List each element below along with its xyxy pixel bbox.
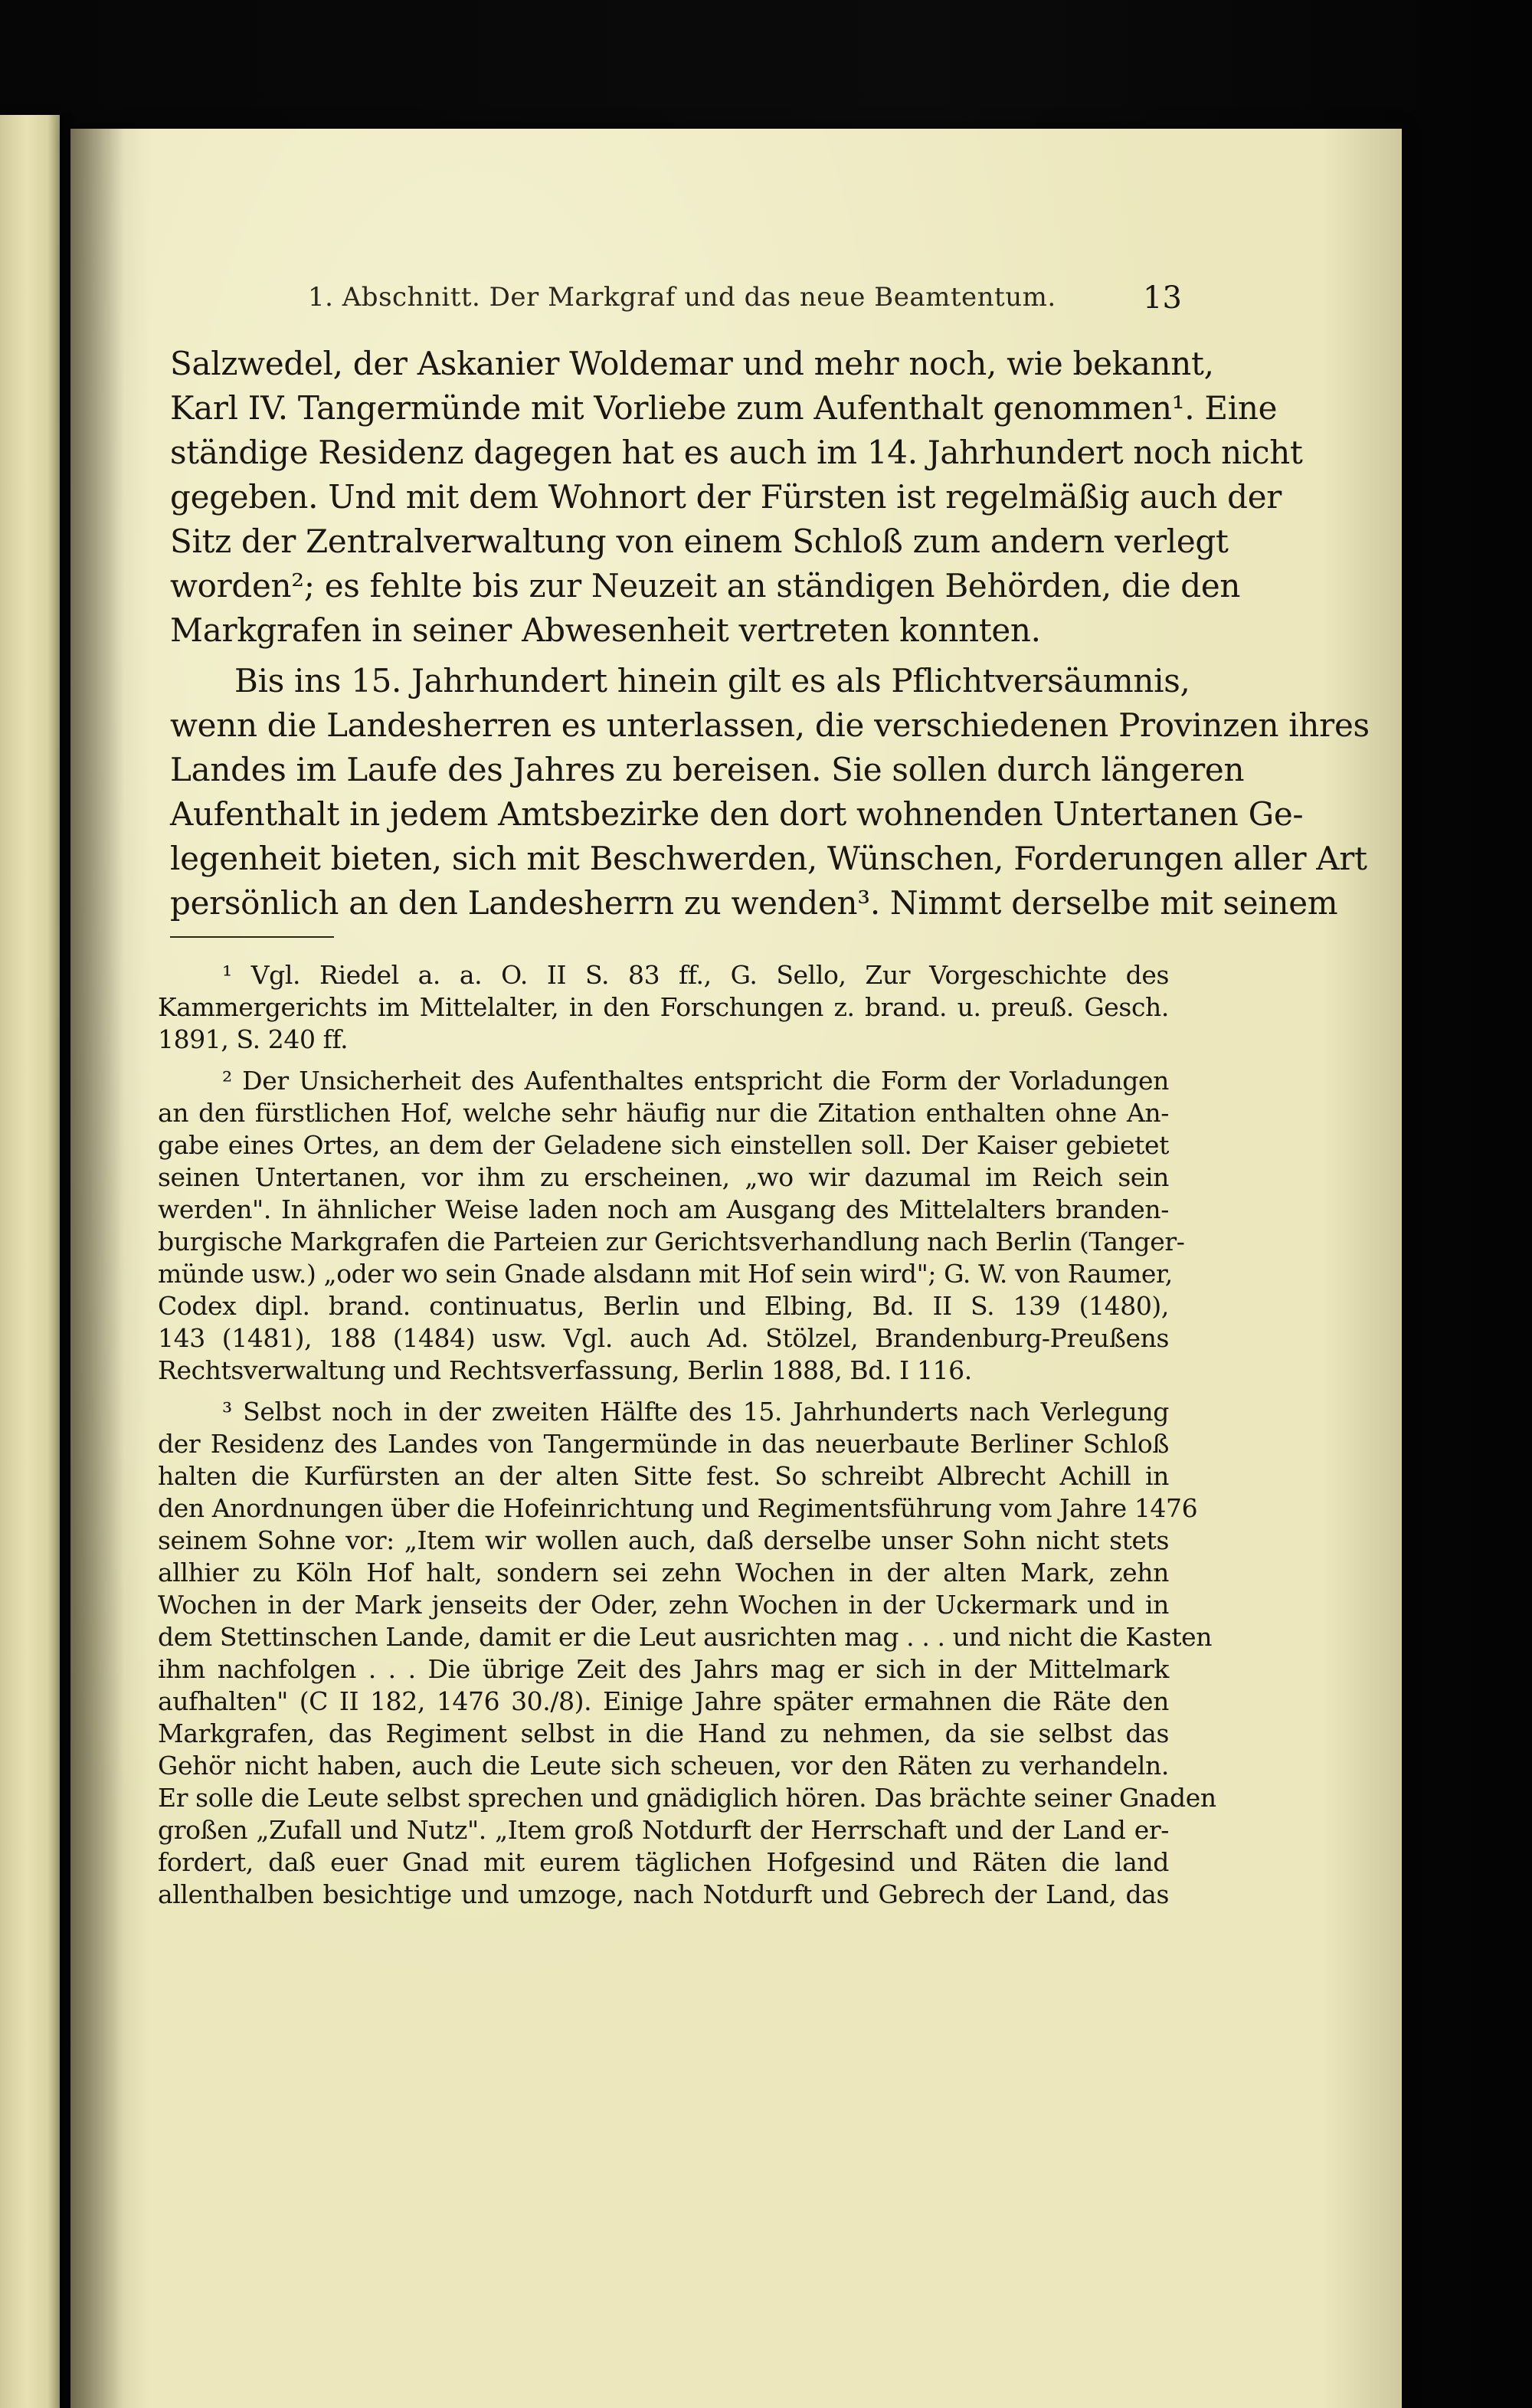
footnote-line: ¹ Vgl. Riedel a. a. O. II S. 83 ff., G. Sello, Zur Vorgeschichte des: [222, 960, 1169, 990]
footnote-line: der Residenz des Landes von Tangermünde in das neuerbaute Berliner Schloß: [158, 1429, 1169, 1459]
body-line: worden²; es fehlte bis zur Neuzeit an ständigen Behörden, die den: [170, 567, 1241, 604]
gutter-shadow: [70, 129, 124, 2408]
footnote-line: seinen Untertanen, vor ihm zu erscheinen, „wo wir dazumal im Reich sein: [158, 1162, 1169, 1192]
body-line: persönlich an den Landesherrn zu wenden³. Nimmt derselbe mit seinem: [170, 884, 1338, 922]
footnote-gap: [158, 1387, 1169, 1396]
footnote-line: ² Der Unsicherheit des Aufenthaltes entspricht die Form der Vorladungen: [222, 1066, 1169, 1096]
footnote-line: ³ Selbst noch in der zweiten Hälfte des 15. Jahrhunderts nach Verlegung: [222, 1397, 1169, 1427]
footnote-line: werden". In ähnlicher Weise laden noch am Ausgang des Mittelalters branden-: [158, 1194, 1169, 1224]
footnote-line: Markgrafen, das Regiment selbst in die Hand zu nehmen, da sie selbst das: [158, 1718, 1169, 1748]
footnote-line: gabe eines Ortes, an dem der Geladene sich einstellen soll. Der Kaiser gebietet: [158, 1130, 1169, 1160]
footnote-line: Codex dipl. brand. continuatus, Berlin und Elbing, Bd. II S. 139 (1480),: [158, 1291, 1169, 1321]
page-number: 13: [1143, 280, 1182, 316]
footnote-line: ihm nachfolgen . . . Die übrige Zeit des Jahrs mag er sich in der Mittelmark: [158, 1654, 1169, 1684]
footnote-line: Er solle die Leute selbst sprechen und gnädiglich hören. Das brächte seiner Gnaden: [158, 1783, 1216, 1813]
footnote-line: aufhalten" (C II 182, 1476 30./8). Einige Jahre später ermahnen die Räte den: [158, 1686, 1169, 1716]
body-line: Karl IV. Tangermünde mit Vorliebe zum Aufenthalt genommen¹. Eine: [170, 389, 1278, 427]
footnote-line: fordert, daß euer Gnad mit eurem täglichen Hofgesind und Räten die land: [158, 1847, 1169, 1877]
body-line: ständige Residenz dagegen hat es auch im 14. Jahrhundert noch nicht: [170, 434, 1303, 471]
footnote-line: allenthalben besichtige und umzoge, nach Notdurft und Gebrech der Land, das: [158, 1879, 1169, 1909]
body-line: Salzwedel, der Askanier Woldemar und mehr noch, wie bekannt,: [170, 345, 1214, 382]
footnotes: [158, 959, 1216, 1911]
body-text: [170, 342, 1370, 926]
footnote-line: dem Stettinschen Lande, damit er die Leut ausrichten mag . . . und nicht die Kasten: [158, 1622, 1213, 1652]
body-line: Aufenthalt in jedem Amtsbezirke den dort wohnenden Untertanen Ge-: [170, 795, 1304, 833]
body-line: Bis ins 15. Jahrhundert hinein gilt es als Pflichtversäumnis,: [234, 662, 1190, 699]
body-line: wenn die Landesherren es unterlassen, die verschiedenen Provinzen ihres: [170, 706, 1370, 744]
footnote-line: den Anordnungen über die Hofeinrichtung und Regimentsführung vom Jahre 1476: [158, 1493, 1198, 1523]
footnote-line: halten die Kurfürsten an der alten Sitte fest. So schreibt Albrecht Achill in: [158, 1461, 1169, 1491]
body-line: gegeben. Und mit dem Wohnort der Fürsten ist regelmäßig auch der: [170, 478, 1282, 516]
footnote-line: Rechtsverwaltung und Rechtsverfassung, Berlin 1888, Bd. I 116.: [158, 1355, 972, 1385]
footnote-line: Gehör nicht haben, auch die Leute sich scheuen, vor den Räten zu verhandeln.: [158, 1751, 1169, 1781]
running-head: 1. Abschnitt. Der Markgraf und das neue Beamtentum.: [308, 282, 1056, 313]
footnote-rule: [170, 936, 334, 938]
footnote-line: seinem Sohne vor: „Item wir wollen auch, daß derselbe unser Sohn nicht stets: [158, 1525, 1169, 1555]
footnote-line: 143 (1481), 188 (1484) usw. Vgl. auch Ad. Stölzel, Brandenburg-Preußens: [158, 1323, 1169, 1353]
body-line: Markgrafen in seiner Abwesenheit vertreten konnten.: [170, 611, 1041, 649]
footnote-line: Kammergerichts im Mittelalter, in den Forschungen z. brand. u. preuß. Gesch.: [158, 992, 1169, 1022]
body-line: legenheit bieten, sich mit Beschwerden, Wünschen, Forderungen aller Art: [170, 840, 1367, 877]
footnote-line: an den fürstlichen Hof, welche sehr häufig nur die Zitation enthalten ohne An-: [158, 1098, 1169, 1128]
footnote-line: münde usw.) „oder wo sein Gnade alsdann mit Hof sein wird"; G. W. von Raumer,: [158, 1259, 1173, 1289]
footnote-line: burgische Markgrafen die Parteien zur Gerichtsverhandlung nach Berlin (Tanger-: [158, 1227, 1185, 1256]
footnote-line: Wochen in der Mark jenseits der Oder, zehn Wochen in der Uckermark und in: [158, 1590, 1169, 1620]
footnote-line: großen „Zufall und Nutz". „Item groß Notdurft der Herrschaft und der Land er-: [158, 1815, 1169, 1845]
footnote-gap: [158, 1056, 1169, 1065]
body-line: Sitz der Zentralverwaltung von einem Schloß zum andern verlegt: [170, 523, 1229, 560]
footnote-line: allhier zu Köln Hof halt, sondern sei zehn Wochen in der alten Mark, zehn: [158, 1558, 1169, 1587]
paragraph-gap: [170, 653, 1180, 659]
facing-page-edge: [0, 115, 60, 2408]
footnote-line: 1891, S. 240 ff.: [158, 1024, 349, 1054]
body-line: Landes im Laufe des Jahres zu bereisen. Sie sollen durch längeren: [170, 751, 1245, 788]
